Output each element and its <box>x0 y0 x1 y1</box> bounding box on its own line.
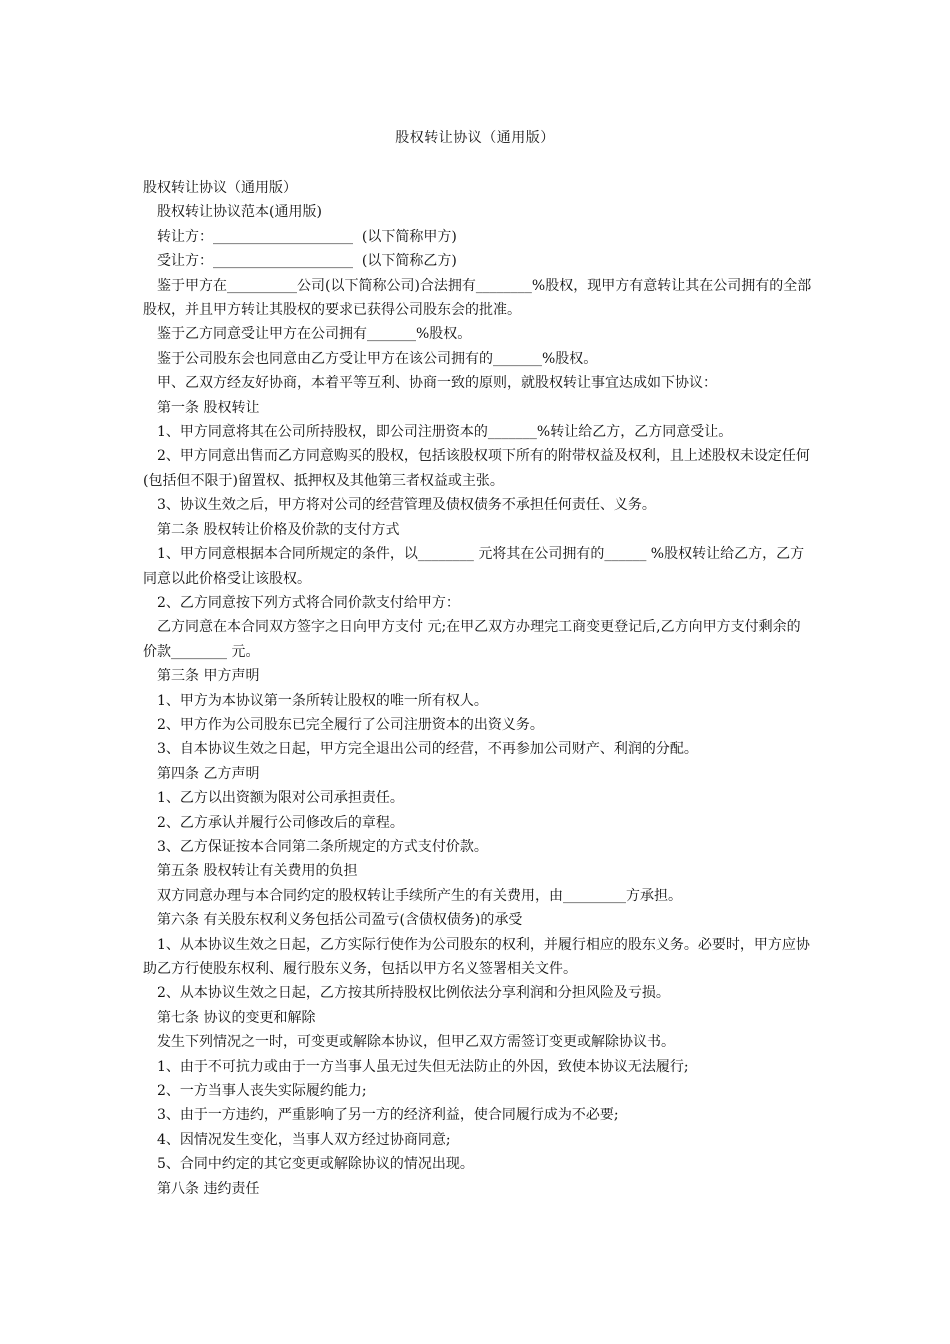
article-6-heading: 第六条 有关股东权利义务包括公司盈亏(含债权债务)的承受 <box>157 912 523 929</box>
article-3-clause-1: 1、甲方为本协议第一条所转让股权的唯一所有权人。 <box>157 692 488 709</box>
article-1-clause-1: 1、甲方同意将其在公司所持股权，即公司注册资本的_______%转让给乙方，乙方同意受让。 <box>157 424 733 441</box>
article-1-clause-3: 3、协议生效之后，甲方将对公司的经营管理及债权债务不承担任何责任、义务。 <box>157 497 656 514</box>
article-4-clause-1: 1、乙方以出资额为限对公司承担责任。 <box>157 790 404 807</box>
paragraph-transferor: 转让方：____________________ (以下简称甲方) <box>157 228 457 245</box>
article-7-intro: 发生下列情况之一时，可变更或解除本协议，但甲乙双方需签订变更或解除协议书。 <box>157 1034 675 1051</box>
article-7-clause-4: 4、因情况发生变化，当事人双方经过协商同意; <box>157 1131 451 1148</box>
paragraph-recital-3: 鉴于公司股东会也同意由乙方受让甲方在该公司拥有的_______%股权。 <box>157 350 598 367</box>
article-1-heading: 第一条 股权转让 <box>157 399 260 416</box>
paragraph-heading: 股权转让协议（通用版） <box>143 180 297 196</box>
article-7-clause-1: 1、由于不可抗力或由于一方当事人虽无过失但无法防止的外因，致使本协议无法履行; <box>157 1058 689 1075</box>
article-2-clause-1: 1、甲方同意根据本合同所规定的条件，以________ 元将其在公司拥有的______ %股权转让给乙方，乙方同意以此价格受让该股权。 <box>143 546 805 587</box>
article-3-clause-3: 3、自本协议生效之日起，甲方完全退出公司的经营，不再参加公司财产、利润的分配。 <box>157 741 698 758</box>
article-1-clause-2: 2、甲方同意出售而乙方同意购买的股权，包括该股权项下所有的附带权益及权利，且上述股权未设定任何(包括但不限于)留置权、抵押权及其他第三者权益或主张。 <box>143 448 810 489</box>
article-4-clause-2: 2、乙方承认并履行公司修改后的章程。 <box>157 814 404 831</box>
paragraph-subtitle: 股权转让协议范本(通用版) <box>157 204 322 221</box>
article-5-text: 双方同意办理与本合同约定的股权转让手续所产生的有关费用，由_________方承担。 <box>157 887 682 904</box>
document-title: 股权转让协议（通用版） <box>395 130 555 146</box>
article-2-heading: 第二条 股权转让价格及价款的支付方式 <box>157 521 400 538</box>
article-7-heading: 第七条 协议的变更和解除 <box>157 1009 316 1026</box>
document-body <box>143 176 813 1201</box>
paragraph-recital-4: 甲、乙双方经友好协商，本着平等互利、协商一致的原则，就股权转让事宜达成如下协议： <box>157 375 717 392</box>
article-6-clause-1: 1、从本协议生效之日起，乙方实际行使作为公司股东的权利，并履行相应的股东义务。必要时，甲方应协助乙方行使股东权利、履行股东义务，包括以甲方名义签署相关文件。 <box>143 936 810 977</box>
article-4-clause-3: 3、乙方保证按本合同第二条所规定的方式支付价款。 <box>157 838 488 855</box>
article-3-clause-2: 2、甲方作为公司股东已完全履行了公司注册资本的出资义务。 <box>157 716 544 733</box>
article-4-heading: 第四条 乙方声明 <box>157 765 260 782</box>
paragraph-transferee: 受让方：____________________ (以下简称乙方) <box>157 253 457 270</box>
article-6-clause-2: 2、从本协议生效之日起，乙方按其所持股权比例依法分享利润和分担风险及亏损。 <box>157 985 670 1002</box>
article-2-clause-2: 2、乙方同意按下列方式将合同价款支付给甲方： <box>157 594 460 611</box>
article-2-payment: 乙方同意在本合同双方签字之日向甲方支付 元;在甲乙双方办理完工商变更登记后,乙方向甲方支付剩余的价款________ 元。 <box>143 619 801 660</box>
article-7-clause-2: 2、一方当事人丧失实际履约能力; <box>157 1083 367 1100</box>
article-8-heading: 第八条 违约责任 <box>157 1180 260 1197</box>
paragraph-recital-2: 鉴于乙方同意受让甲方在公司拥有_______%股权。 <box>157 326 472 343</box>
article-5-heading: 第五条 股权转让有关费用的负担 <box>157 863 358 880</box>
article-7-clause-5: 5、合同中约定的其它变更或解除协议的情况出现。 <box>157 1156 474 1173</box>
article-3-heading: 第三条 甲方声明 <box>157 668 260 685</box>
paragraph-recital-1: 鉴于甲方在__________公司(以下简称公司)合法拥有________%股权，现甲方有意转让其在公司拥有的全部股权，并且甲方转让其股权的要求已获得公司股东会的批准。 <box>143 277 812 319</box>
article-7-clause-3: 3、由于一方违约，严重影响了另一方的经济利益，使合同履行成为不必要; <box>157 1107 619 1124</box>
